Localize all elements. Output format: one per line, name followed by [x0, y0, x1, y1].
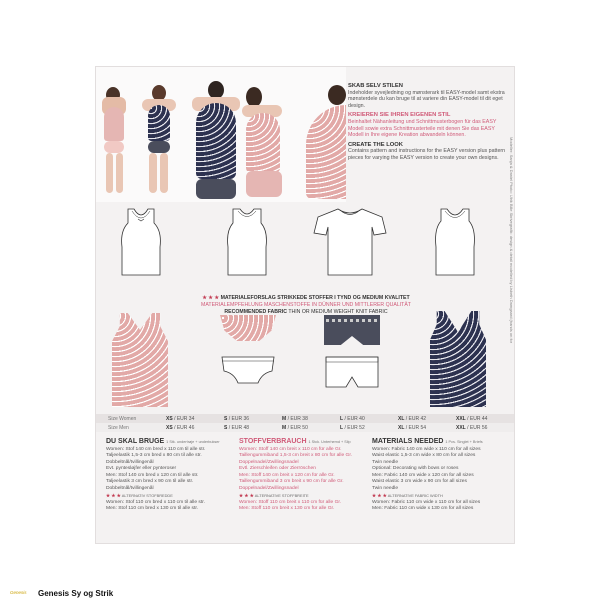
size-cell: L / EUR 40 — [340, 415, 365, 422]
description-block — [348, 81, 508, 164]
materials-de: STOFFVERBRAUCH 1 Stck. Unterhemd + Slip Women: Stoff 140 cm breit x 110 cm für alle Gr. Taillengummiband 1,5-3 cm breit x 80 cm für alle Gr. Doppelnadel/Zwillingsnadel Evtl. Zierschleifen oder Zierröschen Men: Stoff 140 cm breit x 120 cm für alle Gr. Taillengummiband 3 cm breit x 90 cm für alle Gr. Doppelnadel/Zwillingsnadel ★ ★ ★ ALTERNATIVE STOFFBREITE Women: Stoff 110 cm breit x 110 cm für alle Gr. Men: Stoff 110 cm breit x 130 cm für alle Gr. — [239, 439, 374, 513]
trunks-waistband — [326, 319, 378, 322]
materials-en: MATERIALS NEEDED 1 Pcs. Singlet + Briefs Women: Fabric 140 cm wide x 110 cm for all sizes Waist elastic 1,5-3 cm wide x 80 cm for all sizes Twin needle Optional: Decorating with bows or roses Men: Fabric 140 cm wide x 120 cm for all sizes Waist elastic 3 cm wide x 90 cm for all sizes Twin needle ★ ★ ★ ALTERNATIVE FABRIC WIDTH Women: Fabric 110 cm wide x 110 cm for all sizes Men: Fabric 110 cm wide x 130 cm for all sizes — [372, 439, 507, 513]
model-navy-top — [196, 103, 236, 179]
sketch-women-briefs — [220, 355, 276, 385]
pink-singlet-photo — [112, 313, 168, 407]
size-cell: XL / EUR 42 — [398, 415, 427, 422]
model-pink-top — [306, 105, 346, 199]
model-grey-briefs — [148, 141, 170, 153]
fabric-en: THIN OR MEDIUM WEIGHT KNIT FABRIC — [288, 308, 388, 315]
description-text: Contains pattern and instructions for the EASY version plus pattern pieces for varying the EASY version to create your own designs. — [348, 148, 506, 161]
model-navy-top — [148, 105, 170, 141]
fabric-en-label: RECOMMENDED FABRIC — [224, 308, 287, 315]
description-heading: KREIEREN SIE IHREN EIGENEN STIL — [348, 112, 451, 119]
model-pink-briefs — [104, 141, 124, 153]
description-heading: CREATE THE LOOK — [348, 141, 403, 148]
size-cell: XS / EUR 46 — [166, 424, 195, 431]
brand-footer — [10, 586, 113, 600]
size-cell: M / EUR 38 — [282, 415, 308, 422]
materials-title: DU SKAL BRUGE 1 Stk. undertrøje + underbukser — [106, 438, 220, 445]
fabric-stars: ★ ★ ★ — [202, 295, 220, 301]
pattern-envelope-back — [95, 66, 515, 544]
size-label: Size Women — [108, 415, 137, 422]
pink-briefs-photo — [220, 315, 276, 341]
materials-columns — [96, 439, 515, 543]
fabric-de: MATERIALEMPFEHLUNG MASCHENSTOFFE IN DÜNNER UND MITTLERER QUALITÄT — [201, 301, 411, 308]
sketch-women-tank-plain — [224, 207, 270, 277]
garment-photos — [96, 308, 515, 411]
size-row-men — [96, 423, 515, 432]
sketch-men-tank — [432, 207, 478, 277]
size-cell: S / EUR 36 — [224, 415, 250, 422]
size-cell: L / EUR 52 — [340, 424, 365, 431]
size-cell: S / EUR 48 — [224, 424, 250, 431]
size-label: Size Men — [108, 424, 129, 431]
brand-logo: Genesis — [10, 590, 27, 595]
materials-da: DU SKAL BRUGE 1 Stk. undertrøje + underbukser Women: Stof 140 cm bred x 110 cm til alle str. Taljeelastik 1,5-3 cm bred x 80 cm til alle str. Dobbeltnål/tvillingenål Evt. pyntesløjfer eller pynteroser Men: Stof 140 cm bred x 120 cm til alle str. Taljeelastik 3 cm bred x 90 cm til alle str. Dobbeltnål/tvillingenål ★ ★ ★ ALTERNATIV STOFBREDDE Women: Stof 110 cm bred x 110 cm til alle str. Men: Stof 110 cm bred x 130 cm til alle str. — [106, 439, 241, 513]
model-grey-briefs — [196, 179, 236, 199]
materials-title: MATERIALS NEEDED 1 Pcs. Singlet + Briefs — [372, 438, 483, 445]
model-pink-top — [246, 113, 280, 173]
model-photos — [96, 67, 346, 202]
description-text: Beinhaltet Nähanleitung und Schnittmusterbogen für das EASY Modell sowie extra Schnittmusterteile mit denen Sie das EASY Modell in Ihre eigene Kreation abwandeln können. — [348, 118, 497, 139]
brand-name: Genesis Sy og Strik — [38, 588, 114, 598]
fabric-da: MATERIALEFORSLAG STRIKKEDE STOFFER I TYND OG MEDIUM KVALITET — [220, 295, 410, 301]
model-leg — [106, 153, 113, 193]
photo-credit: Modeller: Sanja & Daniel Photo: Ulrik Bille Skrivegrafik: design & detail modelled by Lisbeth Damgaard (hands on for — [509, 137, 514, 344]
alt-width: ★ ★ ★ ALTERNATIVE FABRIC WIDTH — [372, 493, 443, 498]
model-leg — [160, 153, 168, 193]
description-heading: SKAB SELV STILEN — [348, 83, 403, 89]
model-head — [246, 87, 262, 107]
model-pink-top — [104, 107, 124, 141]
size-table — [96, 413, 515, 433]
model-head — [328, 85, 346, 105]
size-cell: XS / EUR 34 — [166, 415, 195, 422]
size-cell: M / EUR 50 — [282, 424, 308, 431]
sketch-tshirt — [312, 207, 388, 277]
model-pink-briefs — [246, 171, 282, 197]
alt-width: ★ ★ ★ ALTERNATIV STOFBREDDE — [106, 493, 173, 498]
description-text: Indeholder syvejledning og mønsterark til EASY-model samt ekstra mønsterdele du kan bruge til at variere din EASY-model til dit eget design. — [348, 89, 505, 109]
navy-singlet-photo — [430, 311, 486, 407]
technical-sketches — [96, 207, 506, 277]
size-cell: XL / EUR 54 — [398, 424, 427, 431]
model-leg — [116, 153, 123, 193]
sketch-women-tank — [118, 207, 164, 277]
model-leg — [149, 153, 157, 193]
sketch-men-trunks — [324, 355, 380, 389]
size-cell: XXL / EUR 56 — [456, 424, 488, 431]
materials-title: STOFFVERBRAUCH 1 Stck. Unterhemd + Slip — [239, 438, 351, 445]
alt-width: ★ ★ ★ ALTERNATIVE STOFFBREITE — [239, 493, 309, 498]
size-cell: XXL / EUR 44 — [456, 415, 488, 422]
size-row-women — [96, 414, 515, 423]
